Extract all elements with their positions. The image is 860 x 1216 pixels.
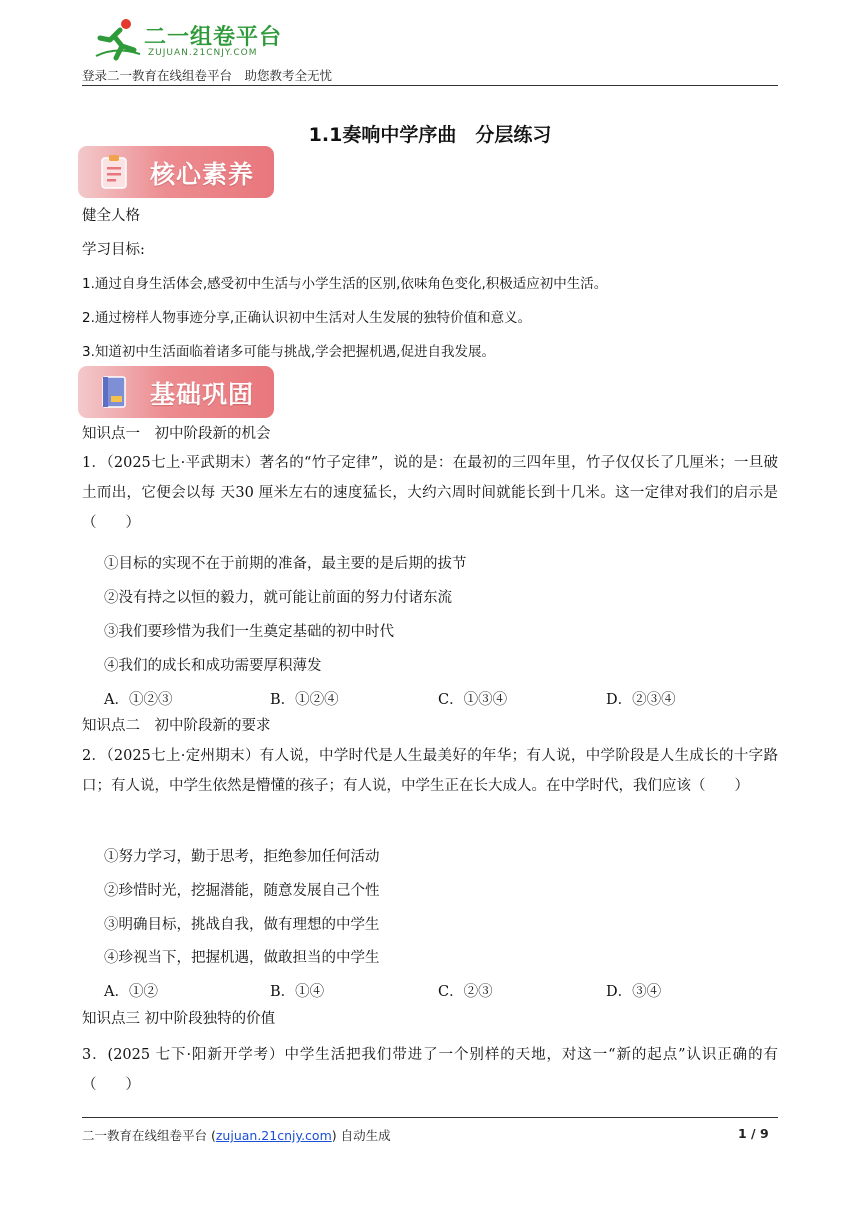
choice-b[interactable]: B．①④: [270, 984, 325, 1000]
footer-divider: [82, 1117, 778, 1118]
statement-item: ③明确目标，挑战自我，做有理想的中学生: [104, 917, 380, 933]
statement-item: ④我们的成长和成功需要厚积薄发: [104, 658, 322, 674]
logo: [92, 14, 292, 66]
knowledge-point-title: 知识点二 初中阶段新的要求: [82, 718, 271, 734]
question-stem: 2．（2025七上·定州期末）有人说，中学时代是人生最美好的年华；有人说，中学阶段是人生成长的十字路口；有人说，中学生依然是懵懂的孩子；有人说，中学生正在长大成人。在中学时代，我们应该（ ）: [82, 748, 778, 794]
choice-d[interactable]: D．②③④: [606, 692, 676, 708]
footer-source: [82, 1126, 391, 1144]
question-stem: 3．(2025 七下·阳新开学考）中学生活把我们带进了一个别样的天地，对这一“新的起点”认识正确的有（ ）: [82, 1047, 778, 1093]
page-number: 1 / 9: [738, 1126, 769, 1141]
logo-text: 二一组卷平台: [144, 25, 283, 50]
knowledge-point-title: 知识点三 初中阶段独特的价值: [82, 1011, 276, 1027]
statement-item: ②没有持之以恒的毅力，就可能让前面的努力付诸东流: [104, 590, 452, 606]
statement-item: ②珍惜时光，挖掘潜能，随意发展自己个性: [104, 883, 380, 899]
statement-item: ④珍视当下，把握机遇，做敢担当的中学生: [104, 950, 380, 966]
logo-subtitle: ZUJUAN.21CNJY.COM: [148, 48, 258, 58]
goal-item: 2.通过榜样人物事迹分享,正确认识初中生活对人生发展的独特价值和意义。: [82, 310, 532, 326]
choice-b[interactable]: B．①②④: [270, 692, 339, 708]
section-banner-label: 基础巩固: [150, 380, 255, 409]
footer-prefix: 二一教育在线组卷平台 (: [82, 1128, 216, 1143]
literacy-text: 健全人格: [82, 208, 140, 224]
clipboard-icon: [100, 154, 128, 190]
section-banner-basic: [78, 366, 274, 418]
header-slogan: 登录二一教育在线组卷平台 助您教考全无忧: [82, 68, 333, 83]
goal-item: 3.知道初中生活面临着诸多可能与挑战,学会把握机遇,促进自我发展。: [82, 344, 495, 360]
header-divider: [82, 85, 778, 86]
footer-suffix: ) 自动生成: [331, 1128, 391, 1143]
statement-item: ①努力学习，勤于思考，拒绝参加任何活动: [104, 849, 380, 865]
choice-c[interactable]: C．②③: [438, 984, 493, 1000]
choice-d[interactable]: D．③④: [606, 984, 662, 1000]
runner-logo-icon: [92, 16, 144, 62]
goal-item: 1.通过自身生活体会,感受初中生活与小学生活的区别,依味角色变化,积极适应初中生活。: [82, 276, 608, 292]
goals-label: 学习目标:: [82, 242, 145, 258]
choice-a[interactable]: A．①②: [104, 984, 158, 1000]
choice-c[interactable]: C．①③④: [438, 692, 508, 708]
statement-item: ①目标的实现不在于前期的准备，最主要的是后期的拔节: [104, 556, 467, 572]
footer-link[interactable]: zujuan.21cnjy.com: [215, 1128, 332, 1143]
section-banner-core: [78, 146, 274, 198]
choice-a[interactable]: A．①②③: [104, 692, 173, 708]
statement-item: ③我们要珍惜为我们一生奠定基础的初中时代: [104, 624, 394, 640]
question-stem: 1．（2025七上·平武期末）著名的“竹子定律”，说的是：在最初的三四年里，竹子仅仅长了几厘米；一旦破土而出，它便会以每 天30 厘米左右的速度猛长，大约六周时间就能长到十几米。这一定律对我们的启示是（ ）: [82, 455, 778, 531]
book-icon: [100, 374, 128, 410]
knowledge-point-title: 知识点一 初中阶段新的机会: [82, 426, 271, 442]
section-banner-label: 核心素养: [150, 160, 255, 189]
page-title: 1.1奏响中学序曲 分层练习: [308, 124, 552, 146]
